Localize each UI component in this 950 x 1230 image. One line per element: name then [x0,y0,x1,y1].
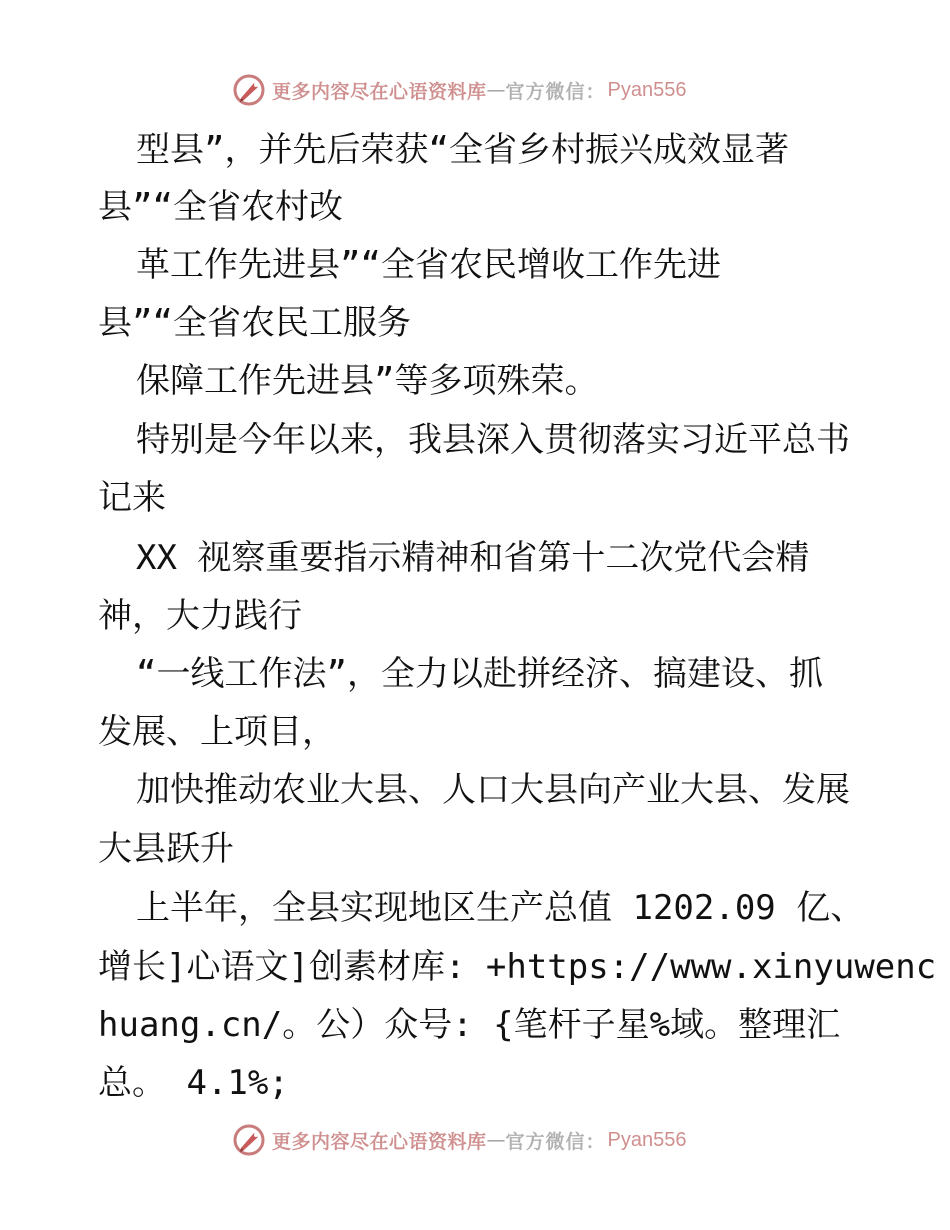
body-line: 神，大力践行 [98,596,302,636]
body-line: XX 视察重要指示精神和省第十二次党代会精 [136,538,810,578]
body-line: 特别是今年以来，我县深入贯彻落实习近平总书 [136,420,850,460]
body-line: 上半年，全县实现地区生产总值 1202.09 亿、 [136,888,865,928]
banner-wechat-id: Pyan556 [607,1128,687,1151]
banner-separator: — [486,1129,506,1151]
banner-main-text: 更多内容尽在心语资料库 [272,1130,487,1153]
body-line: 县”“全省农民工服务 [98,303,411,343]
body-line: 保障工作先进县”等多项殊荣。 [136,361,599,401]
body-line: 大县跃升 [98,829,234,869]
banner-separator: — [486,79,506,101]
banner-official-label: 官方微信： [505,1130,606,1153]
body-line: 革工作先进县”“全省农民增收工作先进 [136,245,721,285]
body-line: 加快推动农业大县、人口大县向产业大县、发展 [136,770,850,810]
body-line: 总。 4.1%; [98,1063,289,1103]
banner-official-label: 官方微信： [505,80,606,103]
body-line: “一线工作法”，全力以赴拼经济、搞建设、抓 [136,654,823,694]
body-line: 县”“全省农村改 [98,187,343,227]
body-line: 增长]心语文]创素材库: +https://www.xinyuwenc [98,947,937,987]
body-line: 型县”，并先后荣获“全省乡村振兴成效显著 [136,130,789,170]
body-line: 发展、上项目， [98,712,336,752]
banner-wechat-id: Pyan556 [607,78,687,101]
footer-banner [232,1120,687,1160]
body-line: huang.cn/。公）众号: {笔杆子星%域。整理汇 [98,1005,841,1045]
body-line: 记来 [98,478,166,518]
pen-nib-logo-icon [232,1123,266,1157]
banner-main-text: 更多内容尽在心语资料库 [272,80,487,103]
